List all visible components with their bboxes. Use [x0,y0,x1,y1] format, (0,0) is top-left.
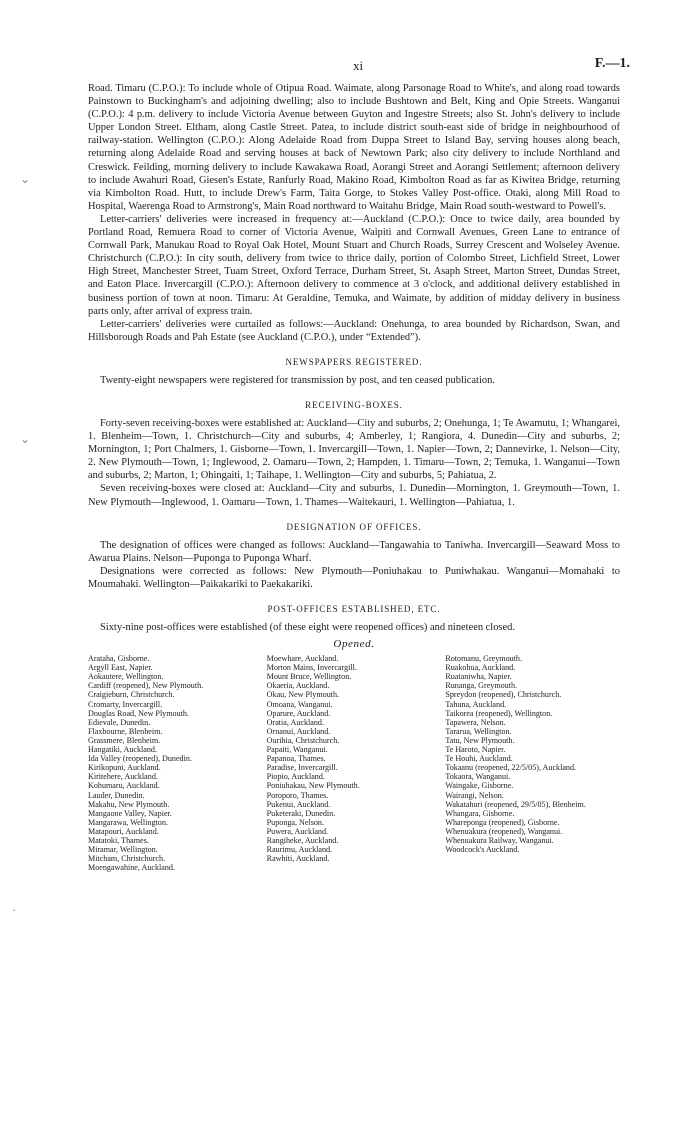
opened-column-2 [267,654,442,872]
margin-mark: ⌄ [20,432,31,446]
list-item: Arataha, Gisborne. [88,654,150,664]
list-item: Matapouri, Auckland. [88,826,159,836]
list-item: Argyll East, Napier. [88,663,153,673]
post-offices-section [88,604,620,872]
list-item: Papanoa, Thames. [266,754,326,764]
list-item: Puwera, Auckland. [266,826,329,836]
list-item: Wakatahuri (reopened, 29/5/05), Blenheim. [445,799,586,809]
list-item: Poniuhakau, New Plymouth. [266,781,360,791]
list-item: Douglas Road, New Plymouth. [88,708,189,718]
list-item: Whareponga (reopened), Gisborne. [445,817,560,827]
list-item: Ruakohua, Auckland. [445,663,516,673]
list-item: Flaxbourne, Blenheim. [88,726,163,736]
list-item: Runanga, Greymouth. [445,681,518,691]
list-item: Ornanui, Auckland. [266,726,331,736]
section-heading: NEWSPAPERS REGISTERED. [285,356,423,367]
paragraph: The designation of offices were changed as follows: Auckland—Tangawahia to Taniwha. Invercargill—Seaward Moss to Awarua Plains. Nelson—Puponga to Puponga Wharf. [88,539,620,564]
list-item: Puketeraki, Dunedin. [266,808,336,818]
list-item: Tokaora, Wanganui. [445,772,511,782]
page-number: xi [353,58,364,73]
list-item: Waingake, Gisborne. [445,781,514,791]
list-item: Puponga, Nelson. [266,817,324,827]
list-item: Ida Valley (reopened), Dunedin. [88,754,192,764]
list-item: Oparure, Auckland. [266,708,331,718]
list-item: Omoana, Wanganui. [266,699,333,709]
section-heading: RECEIVING-BOXES. [305,399,403,410]
paragraph: Twenty-eight newspapers were registered for transmission by post, and ten ceased publication. [100,374,495,386]
list-item: Poroporo, Thames. [266,790,329,800]
deliveries-section [88,82,620,344]
list-item: Spreydon (reopened), Christchurch. [445,690,562,700]
list-item: Papaiti, Wanganui. [266,745,328,755]
list-item: Kiritehere, Auckland. [88,772,158,782]
list-item: Hangatiki, Auckland. [88,745,158,755]
document-reference: F.—1. [594,56,630,71]
list-item: Tatu, New Plymouth. [445,735,515,745]
list-item: Whenuakura (reopened), Wanganui. [445,826,563,836]
list-item: Craigieburn, Christchurch. [88,690,175,700]
list-item: Morton Mains, Invercargill. [266,663,357,673]
page-body [88,52,630,873]
paragraph: Letter-carriers' deliveries were curtailed as follows:—Auckland: Onehunga, to area bounded by Richardson, Swan, and Hillsborough Roads and Pah Estate (see Auckland (C.P.O.), under “Extended”). [88,318,620,343]
list-item: Raurimu, Auckland. [266,845,333,855]
list-item: Matatoki, Thames. [88,835,149,845]
list-item: Rotomanu, Greymouth. [445,654,523,664]
list-item: Moewhare, Auckland. [266,654,339,664]
section-heading: DESIGNATION OF OFFICES. [286,521,422,532]
list-item: Kirikopuni, Auckland. [88,763,161,773]
list-item: Te Houhi, Auckland. [445,754,513,764]
list-item: Ourihia, Christchurch. [266,735,340,745]
list-item: Grassmere, Blenheim. [88,735,161,745]
newspapers-section [88,357,620,387]
list-item: Whangara, Gisborne. [445,808,515,818]
list-item: Pukenui, Auckland. [266,799,331,809]
list-item: Oratia, Auckland. [266,717,324,727]
paragraph: Forty-seven receiving-boxes were established at: Auckland—City and suburbs, 2; Onehunga, 1; Te Awamutu, 1; Whangarei, 1. Blenheim—Town, 1. Christchurch—City and suburbs, 4; Amberley, 1; Rangiora, 4. Dunedin—City and suburbs, 2; Mornington, 1; Port Chalmers, 1. Gisborne—Town, 1. Invercargill—Town, 1. Napier—Town, 2; Dannevirke, 1. Nelson—City, 2. New Plymouth—Town, 1; Inglewood, 2. Oamaru—Town, 2; Hampden, 1. Timaru—Town, 2; Temuka, 1. Wanganui—Town and suburbs, 2; Marton, 1; Ohingaiti, 1; Taihape, 1. Wellington—City and suburbs, 5; Pahiatua, 2. [88,417,620,482]
designation-section [88,522,620,591]
list-item: Tahuna, Auckland. [445,699,507,709]
list-item: Paradise, Invercargill. [266,763,338,773]
page-header [88,52,630,82]
opened-column-1 [88,654,263,872]
list-item: Cardiff (reopened), New Plymouth. [88,681,204,691]
list-item: Mangarawa, Wellington. [88,817,168,827]
list-item: Piopio, Auckland. [266,772,325,782]
opened-subheading: Opened. [333,638,375,651]
opened-list [88,654,620,872]
paragraph: Seven receiving-boxes were closed at: Auckland—City and suburbs, 1. Dunedin—Mornington, 1. Greymouth—Town, 1. New Plymouth—Inglewood, 1. Oamaru—Town, 1. Thames—Waitekauri, 1. Wellington—Pahiatua, 1. [88,483,620,508]
list-item: Taikorea (reopened), Wellington. [445,708,553,718]
list-item: Moengawahine, Auckland. [88,863,175,873]
list-item: Whenuakura Railway, Wanganui. [445,835,554,845]
list-item: Tararua, Wellington. [445,726,512,736]
list-item: Mount Bruce, Wellington. [266,672,352,682]
margin-mark: ⌄ [20,172,31,186]
list-item: Aokautere, Wellington. [88,672,164,682]
list-item: Rangiheke, Auckland. [266,835,339,845]
list-item: Rawhiti, Auckland. [266,854,330,864]
list-item: Te Haroto, Napier. [445,745,506,755]
list-item: Okaeria, Auckland. [266,681,330,691]
list-item: Woodcock's Auckland. [445,845,520,855]
list-item: Miramar, Wellington. [88,845,158,855]
list-item: Makahu, New Plymouth. [88,799,170,809]
list-item: Kohumaru, Auckland. [88,781,160,791]
receiving-boxes-section [88,400,620,509]
list-item: Ruataniwha, Napier. [445,672,512,682]
list-item: Tokaanu (reopened, 22/5/05), Auckland. [445,763,577,773]
paragraph: Letter-carriers' deliveries were increased in frequency at:—Auckland (C.P.O.): Once to twice daily, area bounded by Portland Road, Remuera Road to corner of Victoria Avenue, Waipiti and Cornwall Avenues, Green Lane to entrance of Cornwall Park, Manukau Road to Royal Oak Hotel, Mount Stuart and Church Roads, Surrey Crescent and Wolseley Avenue. Christchurch (C.P.O.): In city south, delivery from twice to thrice daily, portion of Colombo Street, Lichfield Street, Lower High Street, Manchester Street, Tuam Street, Oxford Terrace, Durham Street, St. Asaph Street, Marton Street, Dundas Street, and Eaton Place. Invercargill (C.P.O.): Afternoon delivery to commence at 3 o'clock, and additional delivery established in business portion of town at noon. Timaru: At Geraldine, Temuka, and Waimate, by addition of midday delivery in business parts only, after arrival of express train. [88,213,620,317]
list-item: Mangaone Valley, Napier. [88,808,172,818]
list-item: Lauder, Dunedin. [88,790,145,800]
list-item: Cromarty, Invercargill. [88,699,163,709]
list-item: Mitcham, Christchurch. [88,854,166,864]
section-heading: POST-OFFICES ESTABLISHED, ETC. [267,604,441,614]
paragraph: Road. Timaru (C.P.O.): To include whole of Otipua Road. Waimate, along Parsonage Road to White's, and along road towards Painstown to Buckingham's and adjoining dwelling; also to include Bushtown and Belt, King and Opie Streets. Wanganui (C.P.O.): 4 p.m. delivery to include Victoria Avenue between Guyton and Ingestre Streets; also St. John's delivery to include Upper London Street. Eltham, along Castle Street. Patea, to include district south-east side of bridge in neighbourhood of railway-station. Wellington (C.P.O.): Along Adelaide Road from Duppa Street to Island Bay, serving houses along beach, returning along Adelaide Road and serving houses at back of Newtown Park; also city delivery to include Northland and Creswick. Feilding, morning delivery to include Kawakawa Road, Aorangi Street and Aorangi Settlement; afternoon delivery to include Awahuri Road, Giesen's Estate, Ranfurly Road, Makino Road, Kimbolton Road as far as Kiwitea Bridge, returning via Kimbolton Road. Hutt, to include Drew's Farm, Taita Gorge, to Stokes Valley Post-office. Otaki, along Mill Road to Hospital, Waerenga Road to Armstrong's, Main Road northward to Waitahu Bridge, Main Road south-westward to Powell's. [88,83,620,212]
list-item: Edievale, Dunedin. [88,717,151,727]
list-item: Tapawera, Nelson. [445,717,506,727]
list-item: Okau, New Plymouth. [266,690,340,700]
paragraph: Designations were corrected as follows: New Plymouth—Poniuhakau to Puniwhakau. Wanganui—Momahaki to Moumahaki. Wellington—Paikakariki to Paekakariki. [88,565,620,590]
paragraph: Sixty-nine post-offices were established (of these eight were reopened offices) and nineteen closed. [100,622,515,633]
opened-column-3 [445,654,620,872]
list-item: Wairangi, Nelson. [445,790,504,800]
margin-mark: · [12,903,16,917]
